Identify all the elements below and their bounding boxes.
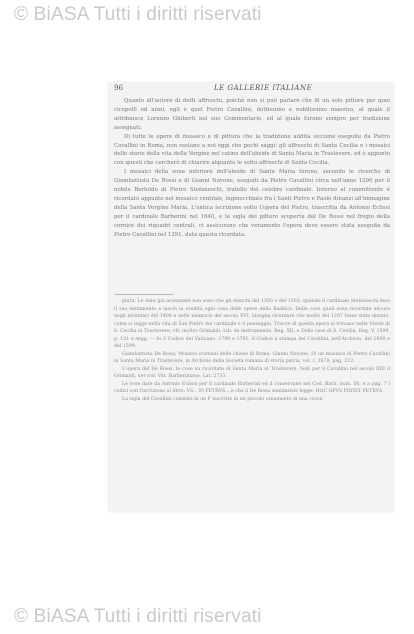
footnote-divider <box>114 294 174 295</box>
footnotes <box>114 298 390 510</box>
footnote: plura. Le date già accennate non sono che gli elenchi del 1300 e del 1303, quando il cardinale Stefaneschi fece il suo testamento e lasciò in eredità ogni cosa delle opere della Basilica. Delle cose quali sono ricordate ancora negli inventari del 1400 e nelle memorie del secolo XVI, bisogna ricordare che molto del 1297 fosse stato donato, come si legge nella vita di San Pietro del cardinale e il paesaggio. Tracce di questa opera si trovano nelle Storie di S. Cecilia in Trastevere; cfr. inoltre Grimaldi, Lib. de instrumentis, Reg. XII, e Delle cose di S. Cecilia, Reg. V, 1599, p. 121 e segg. — Io il Codice del Vaticano, 1790 e 1791, il Codice a stampa del Cavallini, nell'Archivio, del 1600 e del 1599. <box>114 299 390 349</box>
running-header <box>114 84 390 94</box>
footnote: L'opera del De Rossi, le cose su ricordate di Santa Maria in Trastevere. Vedi per il Cavallini nel secolo XIII il Grimaldi, nel cod. Vat. Barberiniano, Lat. 2733. <box>114 366 390 379</box>
footnote: Giambattista De Rossi, Musaici cristiani delle chiese di Roma. Gianni Navone, Di un musaico di Pietro Cavallini in Santa Maria in Trastevere, in Archivio della Società romana di storia patria, vol. I, 1878, pag. 222. <box>114 351 390 364</box>
body-text <box>114 97 390 293</box>
footnote: Le cose date da Antonio Eclissi per il cardinale Barberini ed il conservano nel Cod. Barb. num. 56, e a pag. 7 i codici con l'iscrizione al libro: VS... PI PETRVS... e che il De Rossi similmente legge: HOC OPVS PINXIT PETRVS. <box>114 381 390 394</box>
watermark-top: © BiASA Tutti i diritti riservati <box>14 4 262 25</box>
body-paragraph: Quanto all'autore di detti affreschi, poichè non si può parlare che di un solo pittore per quei cicopelli ed aisni, egli è quel Pietro Cavallini, dottissimo e nobilissimo maestro, al quale il attribuisce Lorenzo Ghiberti nel suo Commentario, ed al quale furono sempre per tradizione assegnati. <box>114 98 390 131</box>
body-paragraph: Di tutte le opere di mosaico e di pittura che la tradizione addita siccome eseguite da Pietro Cavallini in Roma, non restano a noi oggi che pochi saggi: gli affreschi di Santa Cecilia e i mosaici delle storie della vita della Vergine nel catino dell'abside di Santa Maria in Trastevere, ed è appunto con questi che cercherò di chiarire alquanto le sotto affreschi di Santa Cecilia. <box>114 133 390 167</box>
running-title: LE GALLERIE ITALIANE <box>214 84 313 92</box>
body-paragraph: I mosaici della zona inferiore dell'abside di Santa Maria furono, secondo le ricerche di Giambattista De Rossi e di Gianni Navone, eseguiti da Pietro Cavallini circa nell'anno 1290 per il nobile Bertoldo di Pietro Stefaneschi, fratello del celebre cardinale. Intorno al committente è ricordato appunto nel mosaico centrale, inginocchiato fra i Santi Pietro e Paolo dinanzi all'immagine della Santa Vergine Maria. L'antica iscrizione sotto l'opera del Pietro, trascritta da Antonio Eclissi per il cardinale Barberini nel 1640, e la sigla del pittore scoperta dal De Rossi nel fregio della cornice dei riquadri centrali, ci assicurano che veramente l'opera deve essere stata eseguita da Pietro Cavallini nel 1291, data questa ricordata. <box>114 169 390 238</box>
page-number: 96 <box>114 84 123 92</box>
watermark-bottom: © BiASA Tutti i diritti riservati <box>14 606 262 627</box>
footnote: La sigla del Cavallini consiste in un P inscritto in un piccolo ornamento di una croce. <box>122 396 324 402</box>
